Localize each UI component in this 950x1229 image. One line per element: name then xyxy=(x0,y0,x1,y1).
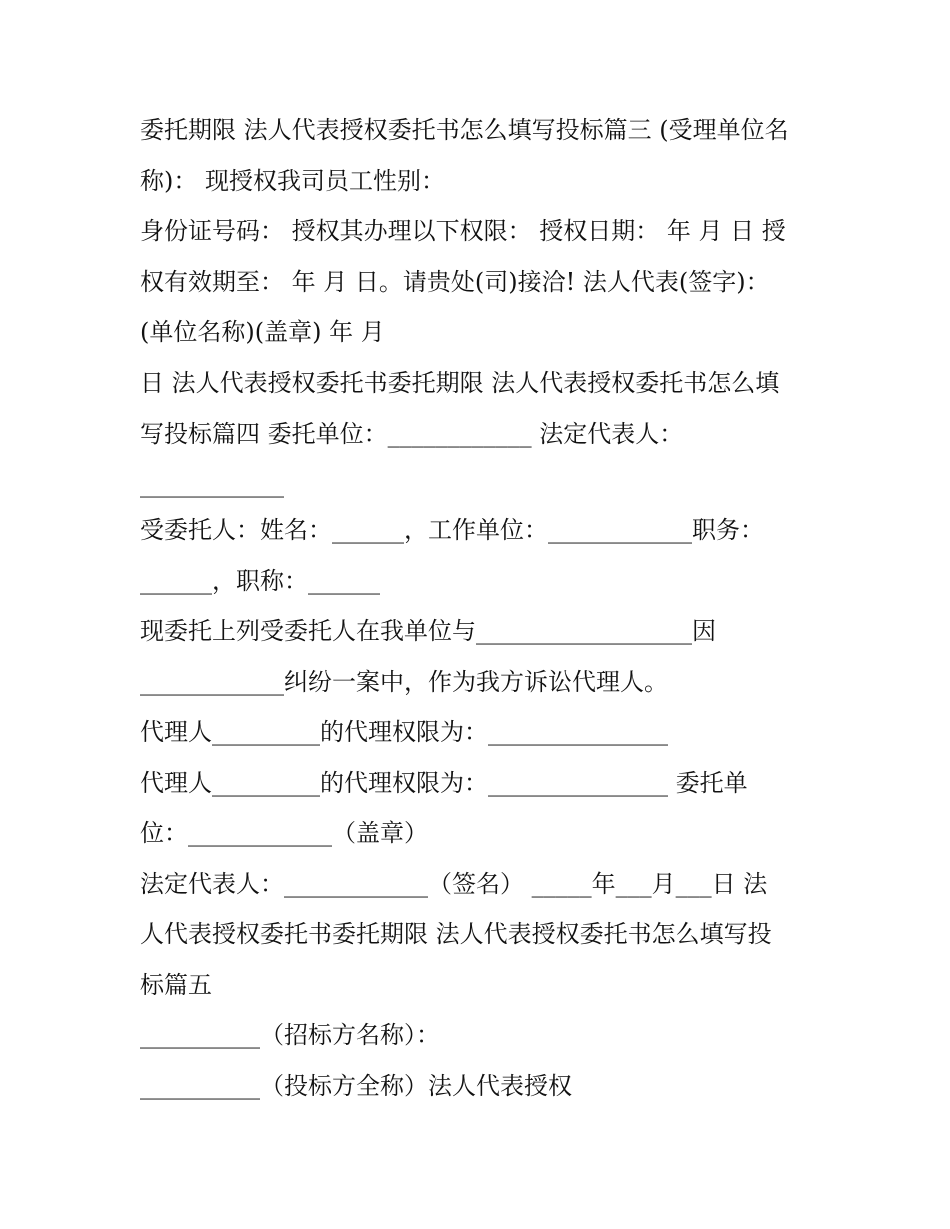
text-line: 法定代表人：____________（签名） _____年___月___日 法 xyxy=(140,870,768,898)
text-line: 受委托人：姓名：______，工作单位：____________职务： xyxy=(140,516,764,544)
text-line: 委托期限 法人代表授权委托书怎么填写投标篇三 (受理单位名 xyxy=(140,116,789,144)
text-line: 位：____________（盖章） xyxy=(140,819,428,847)
text-line: 身份证号码： 授权其办理以下权限： 授权日期： 年 月 日 授 xyxy=(140,217,786,245)
text-line: ______，职称：______ xyxy=(140,567,380,595)
text-line: 日 法人代表授权委托书委托期限 法人代表授权委托书怎么填 xyxy=(140,369,780,397)
text-line: 写投标篇四 委托单位：____________ 法定代表人： xyxy=(140,420,684,448)
text-line: 人代表授权委托书委托期限 法人代表授权委托书怎么填写投 xyxy=(140,920,772,948)
text-line: 标篇五 xyxy=(140,971,212,999)
text-line: 现委托上列受委托人在我单位与__________________因 xyxy=(140,617,716,645)
text-line: 权有效期至： 年 月 日。请贵处(司)接洽! 法人代表(签字)： xyxy=(140,268,770,296)
text-line: (单位名称)(盖章) 年 月 xyxy=(140,318,385,346)
text-line: __________（投标方全称）法人代表授权 xyxy=(140,1072,572,1100)
text-line: __________（招标方名称）： xyxy=(140,1021,440,1049)
text-line: ____________ xyxy=(140,470,284,498)
text-line: 代理人_________的代理权限为：_______________ xyxy=(140,718,668,746)
text-line: ____________纠纷一案中，作为我方诉讼代理人。 xyxy=(140,668,668,696)
text-line: 称)： 现授权我司员工性别： xyxy=(140,167,445,195)
text-line: 代理人_________的代理权限为：_______________ 委托单 xyxy=(140,769,748,797)
